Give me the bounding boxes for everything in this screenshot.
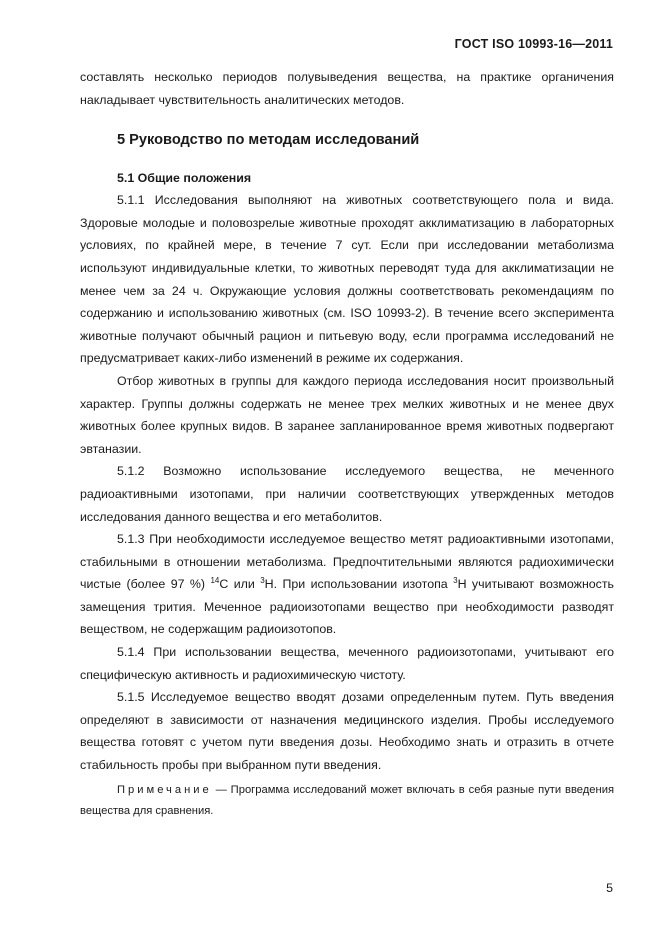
paragraph-5-1-4: 5.1.4 При использовании вещества, меченного радиоизотопами, учитывают его специфическую активность и радиохимическую чистоту. xyxy=(80,645,614,682)
p4-part4: Н учитывают возможность замещения трития. Меченное радиоизотопами вещество при необходимости разводят веществом, не содержащим радиоизотопов. xyxy=(80,577,615,637)
paragraph-5-1-2: 5.1.2 Возможно использование исследуемого вещества, не меченного радиоактивными изотопами, при наличии соответствующих утвержденных методов исследования данного вещества и его метаболитов. xyxy=(80,464,614,524)
page-number: 5 xyxy=(606,881,613,895)
paragraph-5-1-3 xyxy=(80,528,614,641)
note-label: Примечание xyxy=(117,783,212,796)
isotope-mass-h3: 3 xyxy=(260,576,265,586)
subsection-title: 5.1 Общие положения xyxy=(117,171,252,186)
paragraph-5-1-1: 5.1.1 Исследования выполняют на животных соответствующего пола и вида. Здоровые молодые и половозрелые животные проходят акклиматизацию в лабораторных условиях, по крайней мере, в течение 7 сут. Если при исследовании метаболизма используют индивидуальные клетки, то животных переводят туда для акклиматизации не менее чем за 24 ч. Окружающие условия должны соответствовать рекомендациям по содержанию и использованию животных (см. ISO 10993-2). В течение всего эксперимента животные получают обычный рацион и питьевую воду, если программа исследований не предусматривает каких-либо изменений в режиме их содержания. xyxy=(80,193,614,366)
document-header: ГОСТ ISO 10993-16—2011 xyxy=(454,37,613,51)
paragraph-5-1-5: 5.1.5 Исследуемое вещество вводят дозами определенным путем. Путь введения определяют в зависимости от назначения медицинского изделия. Пробы исследуемого вещества готовят с учетом пути введения дозы. Необходимо знать и отразить в отчете стабильность пробы при выбранном пути введения. xyxy=(80,690,614,773)
isotope-mass-c14: 14 xyxy=(210,576,220,586)
paragraph-animal-selection: Отбор животных в группы для каждого периода исследования носит произвольный характер. Группы должны содержать не менее трех мелких животных и не менее двух животных более крупных видов. В заранее запланированное время животных подвергают эвтаназии. xyxy=(80,373,614,456)
isotope-mass-h3-second: 3 xyxy=(453,576,458,586)
p4-part1: 5.1.3 При необходимости исследуемое вещество метят радиоактивными изотопами, стабильными в отношении метаболизма. Предпочтительными являются радиохимически чистые (более 97 %) xyxy=(80,532,614,592)
p4-part2: С или xyxy=(219,577,261,592)
note-text: — Программа исследований может включать в себя разные пути введения вещества для сравнения. xyxy=(80,783,614,817)
note xyxy=(80,780,614,822)
page-body xyxy=(80,66,614,822)
intro-paragraph: составлять несколько периодов полувыведения вещества, на практике органичения накладывает чувствительность аналитических методов. xyxy=(80,70,614,107)
p4-part3: Н. При использовании изотопа xyxy=(264,577,454,592)
section-title: 5 Руководство по методам исследований xyxy=(117,132,420,149)
